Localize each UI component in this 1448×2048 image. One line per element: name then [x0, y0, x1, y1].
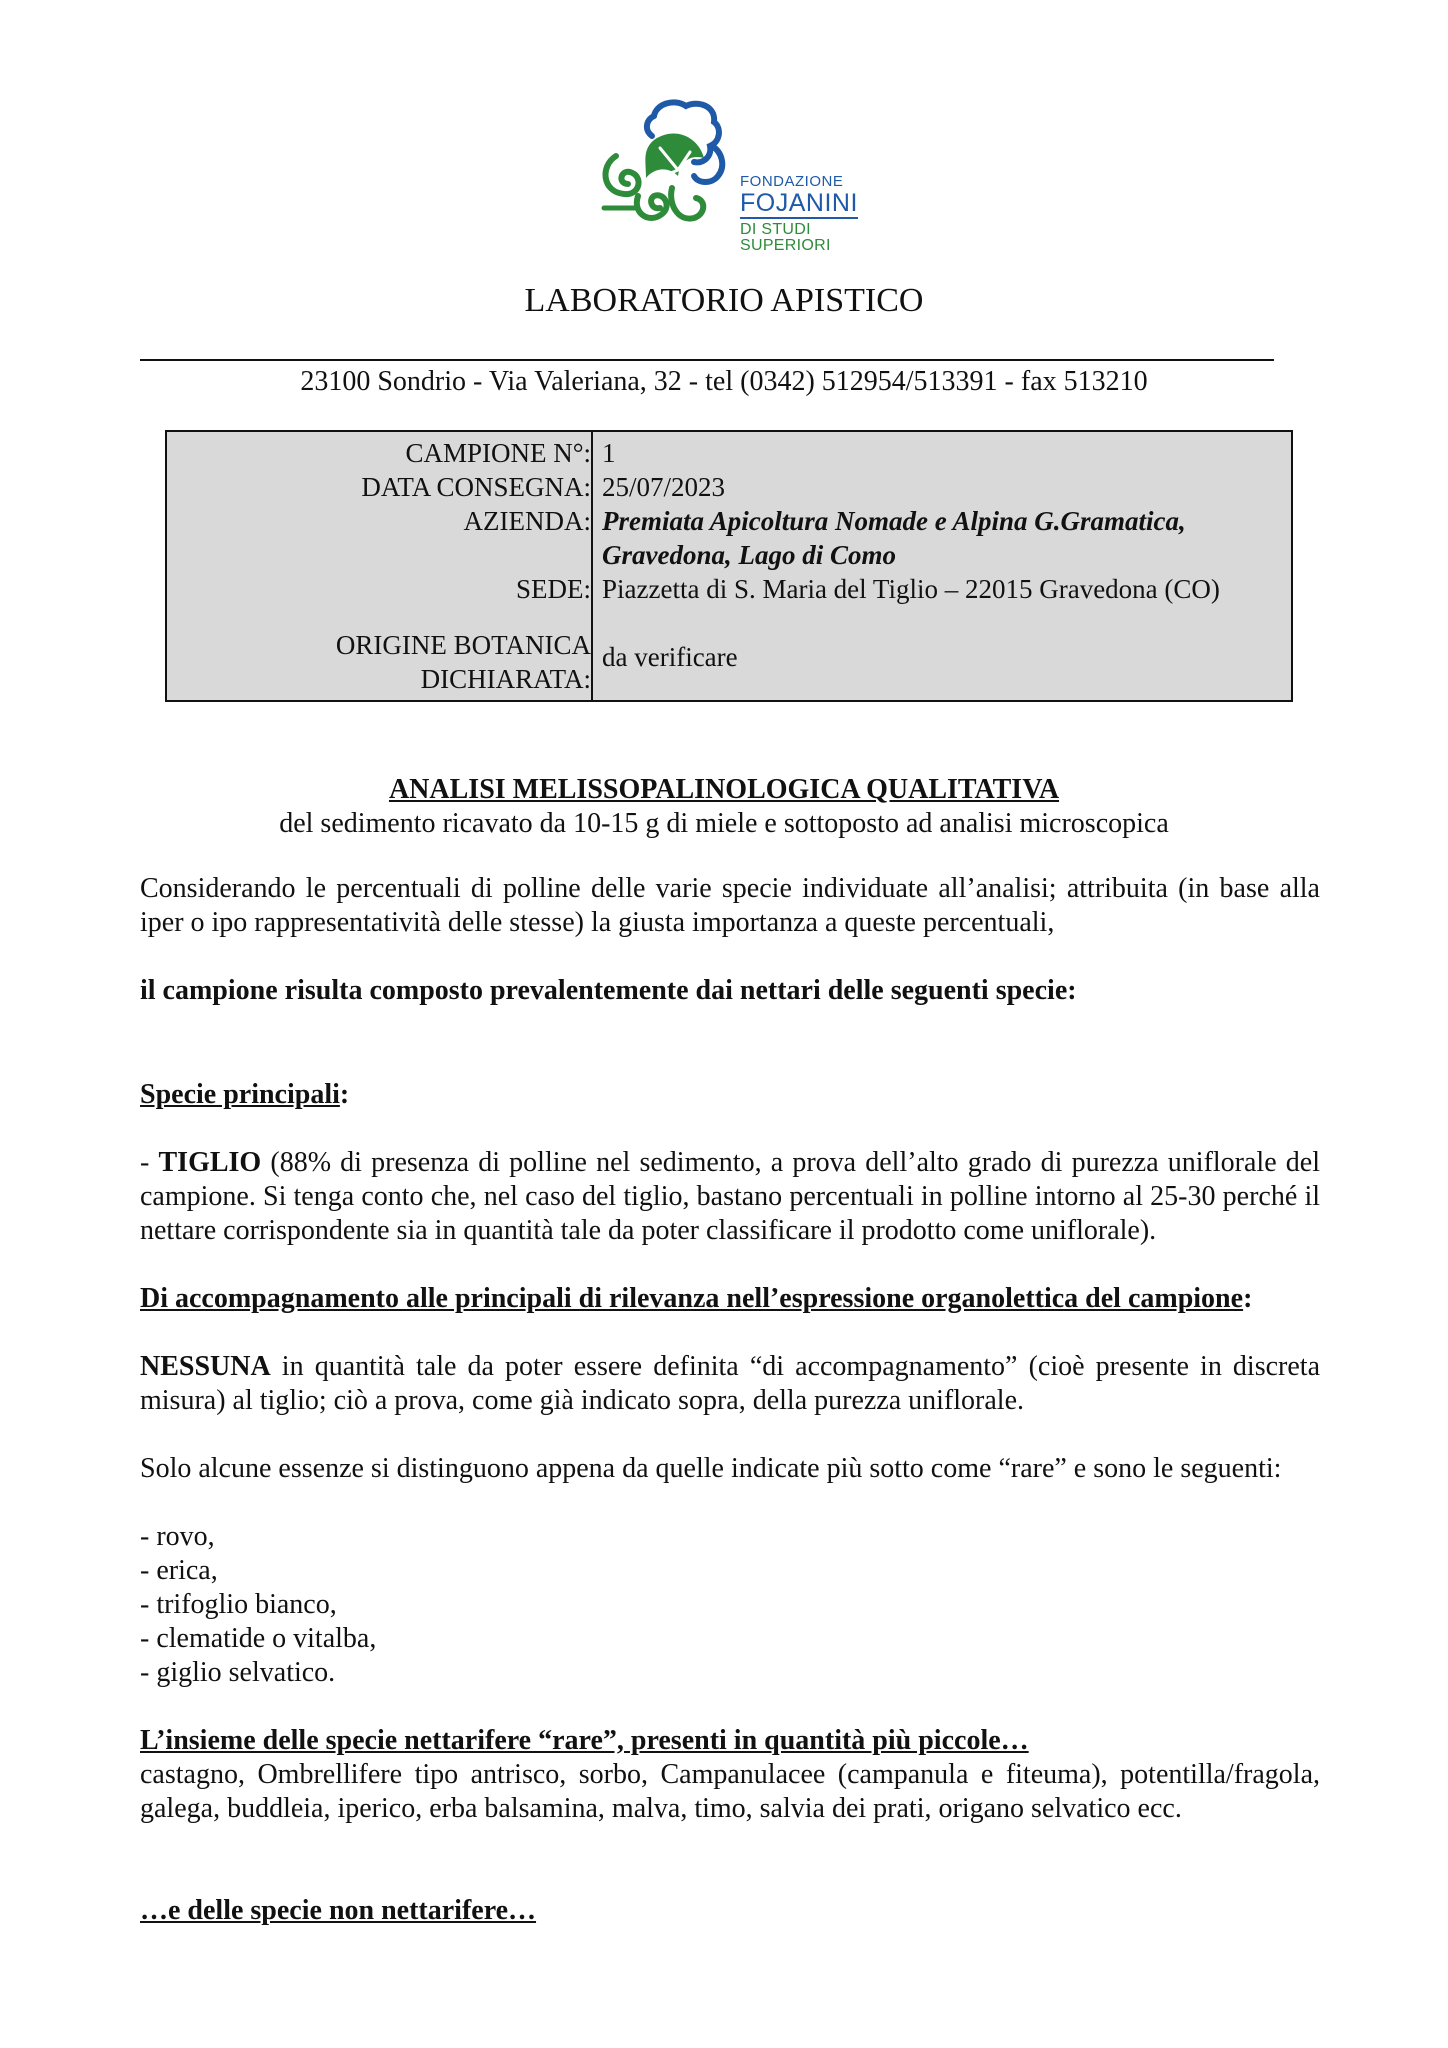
logo-wordmark: [740, 174, 858, 254]
analysis-title: ANALISI MELISSOPALINOLOGICA QUALITATIVA: [388, 774, 1060, 805]
accompaniment-heading: [140, 1282, 1320, 1316]
logo-graphic-icon: [594, 96, 744, 246]
result-statement: il campione risulta composto prevalentemente dai nettari delle seguenti specie:: [140, 975, 1077, 1006]
list-item: - trifoglio bianco,: [140, 1589, 337, 1620]
tiglio-name: TIGLIO: [158, 1147, 262, 1178]
principal-species-heading-text: Specie principali: [140, 1079, 340, 1110]
tiglio-dash: -: [140, 1147, 159, 1178]
accompaniment-heading-colon: :: [1243, 1283, 1253, 1314]
tiglio-paragraph: [140, 1146, 1320, 1248]
logo-line-4: SUPERIORI: [740, 237, 831, 254]
origine-label-line-2: DICHIARATA:: [420, 664, 591, 694]
nessuna-word: NESSUNA: [140, 1351, 271, 1382]
azienda-value-line-1: Premiata Apicoltura Nomade e Alpina G.Gramatica,: [602, 506, 1186, 536]
sede-value: Piazzetta di S. Maria del Tiglio – 22015 Gravedona (CO): [602, 574, 1220, 604]
principal-species-heading-colon: :: [339, 1079, 350, 1110]
list-item: - giglio selvatico.: [140, 1657, 336, 1688]
nessuna-text: in quantità tale da poter essere definita “di accompagnamento” (cioè presente in discreta misura) al tiglio; ciò a prova, come già indicato sopra, della purezza uniflorale.: [140, 1351, 1320, 1416]
campione-label: CAMPIONE N°:: [405, 438, 591, 468]
list-item: - rovo,: [140, 1521, 215, 1552]
logo-line-3: DI STUDI: [740, 221, 811, 238]
sample-info-box: [165, 430, 1293, 702]
azienda-label: AZIENDA:: [463, 506, 591, 536]
analysis-subtitle: del sedimento ricavato da 10-15 g di miele e sottoposto ad analisi microscopica: [279, 808, 1169, 839]
list-item: - clematide o vitalba,: [140, 1623, 377, 1654]
fondazione-fojanini-logo: [594, 96, 858, 256]
lab-address: 23100 Sondrio - Via Valeriana, 32 - tel (0342) 512954/513391 - fax 513210: [300, 366, 1148, 397]
sede-label: SEDE:: [515, 574, 591, 604]
nessuna-paragraph: [140, 1350, 1320, 1418]
non-nectariferous-heading: …e delle specie non nettarifere…: [140, 1895, 537, 1926]
rare-species-list: castagno, Ombrellifere tipo antrisco, sorbo, Campanulacee (campanula e fiteuma), potentilla/fragola, galega, buddleia, iperico, erba balsamina, malva, timo, salvia dei prati, origano selvatico ecc.: [140, 1759, 1320, 1824]
data-consegna-label: DATA CONSEGNA:: [361, 472, 591, 502]
data-consegna-value: 25/07/2023: [602, 472, 726, 502]
azienda-value-line-2: Gravedona, Lago di Como: [602, 540, 896, 570]
list-item: - erica,: [140, 1555, 218, 1586]
origine-value: da verificare: [602, 642, 738, 672]
header-divider: [140, 359, 1274, 361]
principal-species-heading: [140, 1078, 1320, 1112]
accompaniment-heading-text: Di accompagnamento alle principali di rilevanza nell’espressione organolettica del campione: [140, 1283, 1244, 1314]
page-title: LABORATORIO APISTICO: [524, 282, 924, 319]
origine-label-line-1: ORIGINE BOTANICA: [335, 630, 591, 660]
campione-value: 1: [602, 438, 616, 468]
logo-line-2: FOJANINI: [740, 189, 858, 217]
intro-paragraph: Considerando le percentuali di polline delle varie specie individuate all’analisi; attribuita (in base alla iper o ipo rappresentatività delle stesse) la giusta importanza a queste percentuali,: [140, 873, 1320, 938]
rare-species-heading: L’insieme delle specie nettarifere “rare”, presenti in quantità più piccole…: [140, 1725, 1029, 1756]
tiglio-text: (88% di presenza di polline nel sedimento, a prova dell’alto grado di purezza uniflorale del campione. Si tenga conto che, nel caso del tiglio, bastano percentuali in polline intorno al 25-30 perché il nettare corrispondente sia in quantità tale da poter classificare il prodotto come uniflorale).: [140, 1147, 1321, 1246]
solo-paragraph: Solo alcune essenze si distinguono appena da quelle indicate più sotto come “rare” e sono le seguenti:: [140, 1453, 1282, 1484]
info-box-divider: [591, 432, 593, 700]
logo-line-1: FONDAZIONE: [740, 173, 844, 190]
